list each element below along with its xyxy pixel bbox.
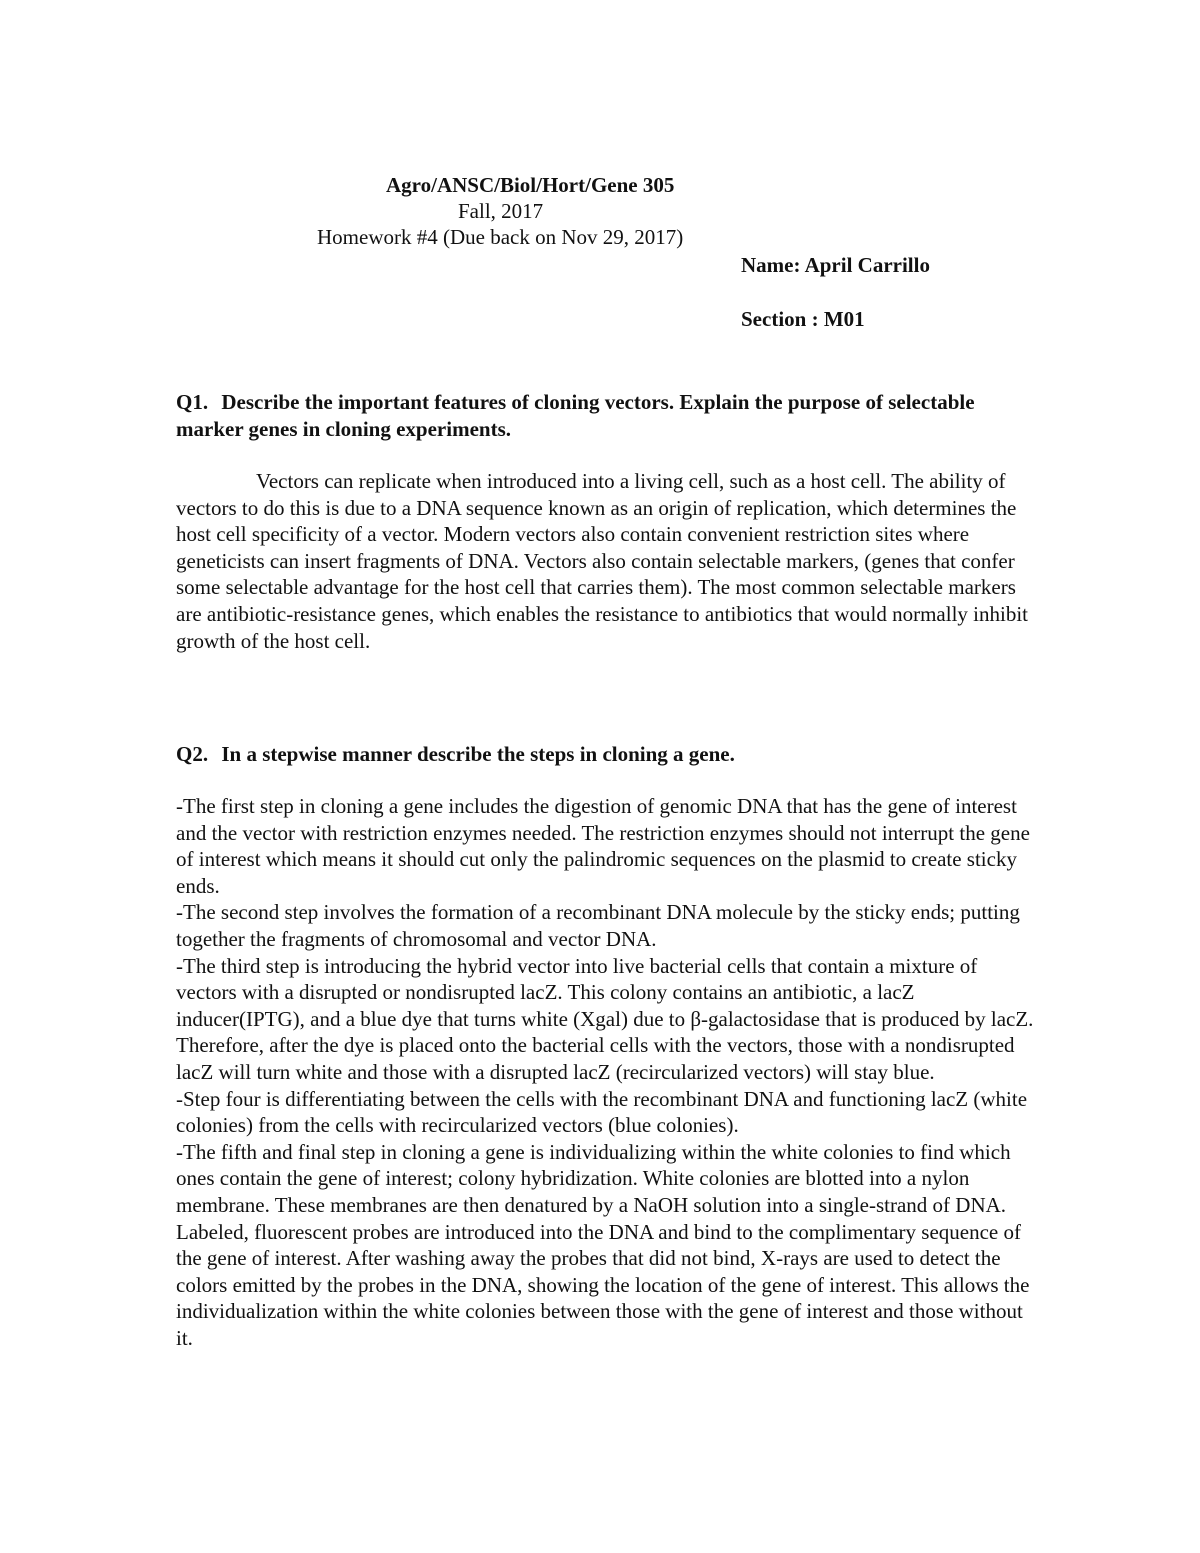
- homework-title: Homework #4 (Due back on Nov 29, 2017): [317, 225, 684, 249]
- step-paragraph: -The third step is introducing the hybrid vector into live bacterial cells that contain a mixture of vectors with a disrupted or nondisrupted lacZ. This colony contains an antibiotic, a lacZ inducer(IPTG), and a blue dye that turns white (Xgal) due to β-galactosidase that is produced by lacZ. Therefore, after the dye is placed onto the bacterial cells with the vectors, those with a nondisrupted lacZ will turn white and those with a disrupted lacZ (recircularized vectors) will stay blue.: [176, 953, 1034, 1084]
- step-paragraph: -Step four is differentiating between the cells with the recombinant DNA and functioning lacZ (white colonies) from the cells with recircularized vectors (blue colonies).: [176, 1086, 1028, 1138]
- question-2: [176, 741, 1006, 768]
- step-paragraph: -The fifth and final step in cloning a gene is individualizing within the white colonies to find which ones contain the gene of interest; colony hybridization. White colonies are blotted into a nylon membrane. These membranes are then denatured by a NaOH solution into a single-strand of DNA. Labeled, fluorescent probes are introduced into the DNA and bind to the complimentary sequence of the gene of interest. After washing away the probes that did not bind, X-rays are used to detect the colors emitted by the probes in the DNA, showing the location of the gene of interest. This allows the individualization within the white colonies between those with the gene of interest and those without it.: [176, 1139, 1030, 1350]
- question-2-number: Q2.: [176, 742, 209, 766]
- course-title: Agro/ANSC/Biol/Hort/Gene 305: [386, 173, 675, 197]
- question-1-text: Describe the important features of cloning vectors. Explain the purpose of selectable marker genes in cloning experiments.: [176, 390, 975, 441]
- question-1: [176, 389, 1006, 442]
- step-paragraph: -The first step in cloning a gene includes the digestion of genomic DNA that has the gene of interest and the vector with restriction enzymes needed. The restriction enzymes should not interrupt the gene of interest which means it should cut only the palindromic sequences on the plasmid to create sticky ends.: [176, 794, 1030, 898]
- student-name: Name: April Carrillo: [741, 253, 930, 277]
- answer-1: Vectors can replicate when introduced into a living cell, such as a host cell. The ability of vectors to do this is due to a DNA sequence known as an origin of replication, which determines the host cell specificity of a vector. Modern vectors also contain convenient restriction sites where geneticists can insert fragments of DNA. Vectors also contain selectable markers, (genes that confer some selectable advantage for the host cell that carries them). The most common selectable markers are antibiotic-resistance genes, which enables the resistance to antibiotics that would normally inhibit growth of the host cell.: [176, 469, 1028, 653]
- step-paragraph: -The second step involves the formation of a recombinant DNA molecule by the sticky ends; putting together the fragments of chromosomal and vector DNA.: [176, 900, 1020, 951]
- question-2-text: In a stepwise manner describe the steps in cloning a gene.: [221, 742, 735, 766]
- question-1-number: Q1.: [176, 390, 209, 414]
- student-section: Section : M01: [741, 307, 865, 331]
- term: Fall, 2017: [458, 199, 544, 223]
- answer-2: [176, 793, 1036, 1351]
